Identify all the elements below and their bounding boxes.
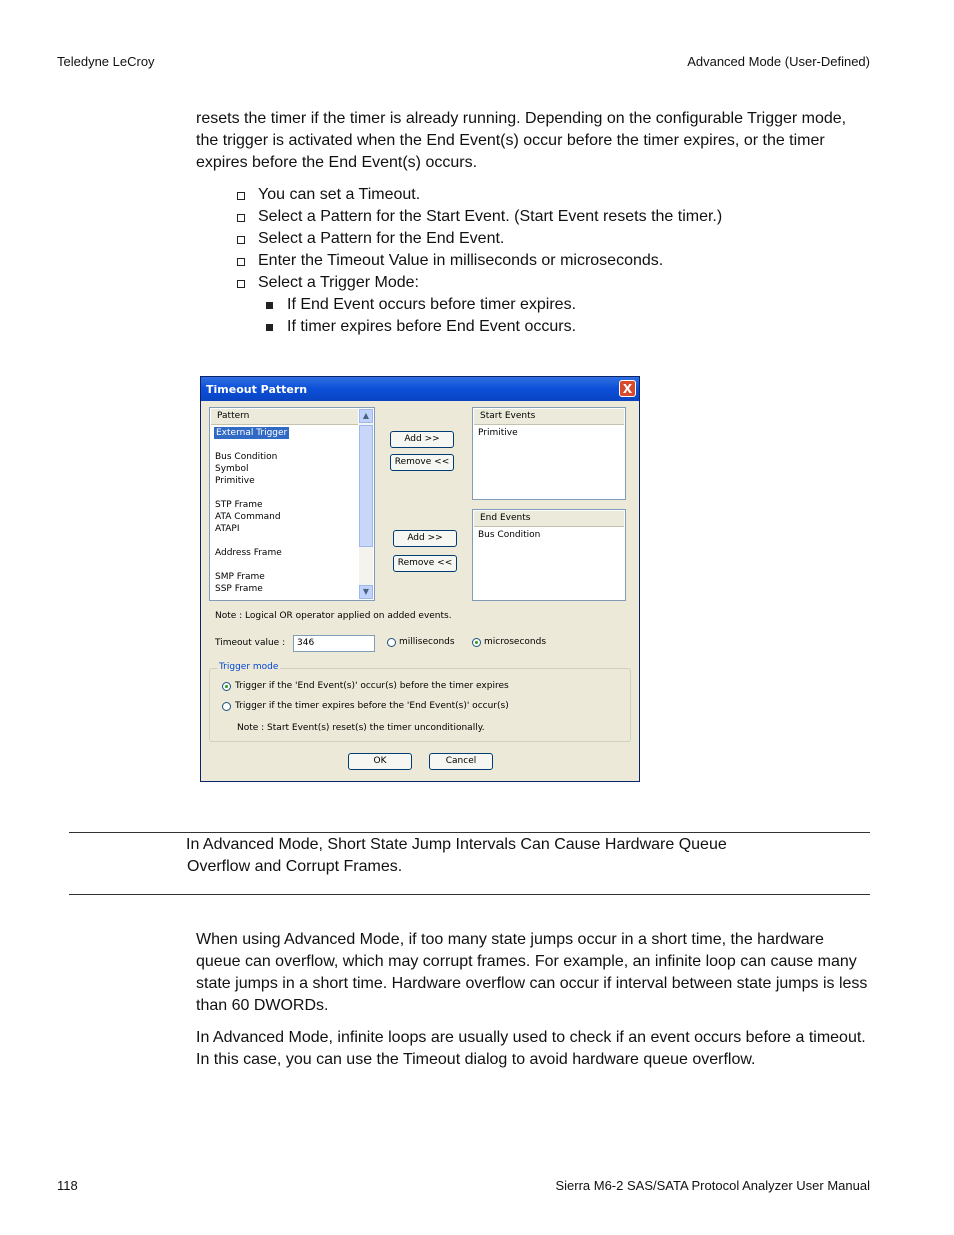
start-events-list[interactable] (472, 407, 626, 500)
footer-title: Sierra M6-2 SAS/SATA Protocol Analyzer User Manual (555, 1178, 870, 1193)
ok-button[interactable]: OK (348, 753, 412, 770)
note-bottom-rule (69, 894, 870, 895)
bullet-item: You can set a Timeout. (232, 184, 872, 206)
trigger-mode-group (209, 662, 631, 742)
pattern-item[interactable]: Address Frame (215, 548, 282, 558)
list-spacer (215, 535, 289, 547)
paragraph-1: When using Advanced Mode, if too many state jumps occur in a short time, the hardware queue can overflow, which may corrupt frames. For example, an infinite loop can cause many state jumps in a short time. Hardware overflow can occur if interval between state jumps is less than 60 DWORDs. (196, 931, 868, 1014)
scroll-down-icon[interactable]: ▼ (359, 585, 373, 599)
page-number: 118 (57, 1178, 78, 1193)
pattern-item[interactable]: Symbol (215, 464, 249, 474)
microseconds-radio[interactable] (472, 638, 481, 647)
end-events-header[interactable]: End Events (474, 511, 624, 527)
list-spacer (215, 559, 289, 571)
milliseconds-label[interactable]: milliseconds (399, 637, 455, 647)
pattern-item[interactable]: SSP Frame (215, 584, 263, 594)
end-events-items (478, 529, 540, 541)
start-events-items (478, 427, 518, 439)
bullet-item: Select a Pattern for the End Event. (232, 228, 872, 250)
add-start-event-button[interactable]: Add >> (390, 431, 454, 448)
dialog-title: Timeout Pattern (206, 383, 308, 396)
intro-paragraph: resets the timer if the timer is already running. Depending on the configurable Trigger mode, the trigger is activated when the End Event(s) occur before the timer expires, or the timer expires before the End Event(s) occurs. (196, 110, 847, 171)
paragraph-2: In Advanced Mode, infinite loops are usually used to check if an event occurs before a timeout. In this case, you can use the Timeout dialog to avoid hardware queue overflow. (196, 1029, 866, 1068)
pattern-item[interactable]: STP Frame (215, 500, 263, 510)
trigger-option-2-label[interactable]: Trigger if the timer expires before the 'End Event(s)' occur(s) (235, 701, 509, 711)
trigger-mode-title: Trigger mode (219, 662, 279, 672)
sub-bullet-item: If timer expires before End Event occurs. (261, 316, 872, 338)
trigger-option-1-label[interactable]: Trigger if the 'End Event(s)' occur(s) before the timer expires (235, 681, 509, 691)
milliseconds-radio[interactable] (387, 638, 396, 647)
scroll-up-icon[interactable]: ▲ (359, 409, 373, 423)
sub-bullet-item: If End Event occurs before timer expires. (261, 294, 872, 316)
bullet-item: Enter the Timeout Value in milliseconds or microseconds. (232, 250, 872, 272)
remove-start-event-button[interactable]: Remove << (390, 454, 454, 471)
bullet-item: Select a Pattern for the Start Event. (Start Event resets the timer.) (232, 206, 872, 228)
timeout-value-input[interactable]: 346 (293, 635, 375, 652)
note-top-rule (69, 832, 870, 833)
end-event-item[interactable]: Bus Condition (478, 530, 541, 540)
pattern-items (215, 427, 289, 595)
pattern-item-selected[interactable]: External Trigger (216, 428, 288, 438)
logical-or-note: Note : Logical OR operator applied on added events. (215, 611, 452, 621)
trigger-timer-before-end-radio[interactable] (222, 702, 231, 711)
dialog-titlebar (201, 377, 639, 401)
pattern-item[interactable]: Bus Condition (215, 452, 278, 462)
header-right: Advanced Mode (User-Defined) (687, 54, 870, 69)
pattern-item[interactable]: Primitive (215, 476, 255, 486)
list-spacer (215, 487, 289, 499)
pattern-column-header[interactable]: Pattern (211, 409, 358, 425)
close-button[interactable]: X (619, 380, 636, 397)
scroll-thumb[interactable] (359, 425, 373, 547)
timeout-pattern-dialog (200, 376, 640, 782)
note-line-2: Overflow and Corrupt Frames. (187, 858, 403, 875)
note-line-1: In Advanced Mode, Short State Jump Intervals Can Cause Hardware Queue (186, 836, 727, 853)
header-left: Teledyne LeCroy (57, 54, 155, 69)
start-events-header[interactable]: Start Events (474, 409, 624, 425)
add-end-event-button[interactable]: Add >> (393, 530, 457, 547)
end-events-list[interactable] (472, 509, 626, 601)
pattern-list[interactable] (209, 407, 375, 601)
pattern-scrollbar[interactable] (359, 409, 373, 599)
bullet-list (232, 184, 872, 338)
timeout-label: Timeout value : (215, 638, 286, 648)
remove-end-event-button[interactable]: Remove << (393, 555, 457, 572)
pattern-item[interactable]: ATAPI (215, 524, 240, 534)
cancel-button[interactable]: Cancel (429, 753, 493, 770)
bullet-item: Select a Trigger Mode: (232, 272, 872, 294)
microseconds-label[interactable]: microseconds (484, 637, 547, 647)
pattern-item[interactable]: SMP Frame (215, 572, 265, 582)
list-spacer (215, 439, 289, 451)
trigger-end-before-timer-radio[interactable] (222, 682, 231, 691)
pattern-item[interactable]: ATA Command (215, 512, 281, 522)
trigger-note: Note : Start Event(s) reset(s) the timer unconditionally. (237, 723, 485, 733)
start-event-item[interactable]: Primitive (478, 428, 518, 438)
